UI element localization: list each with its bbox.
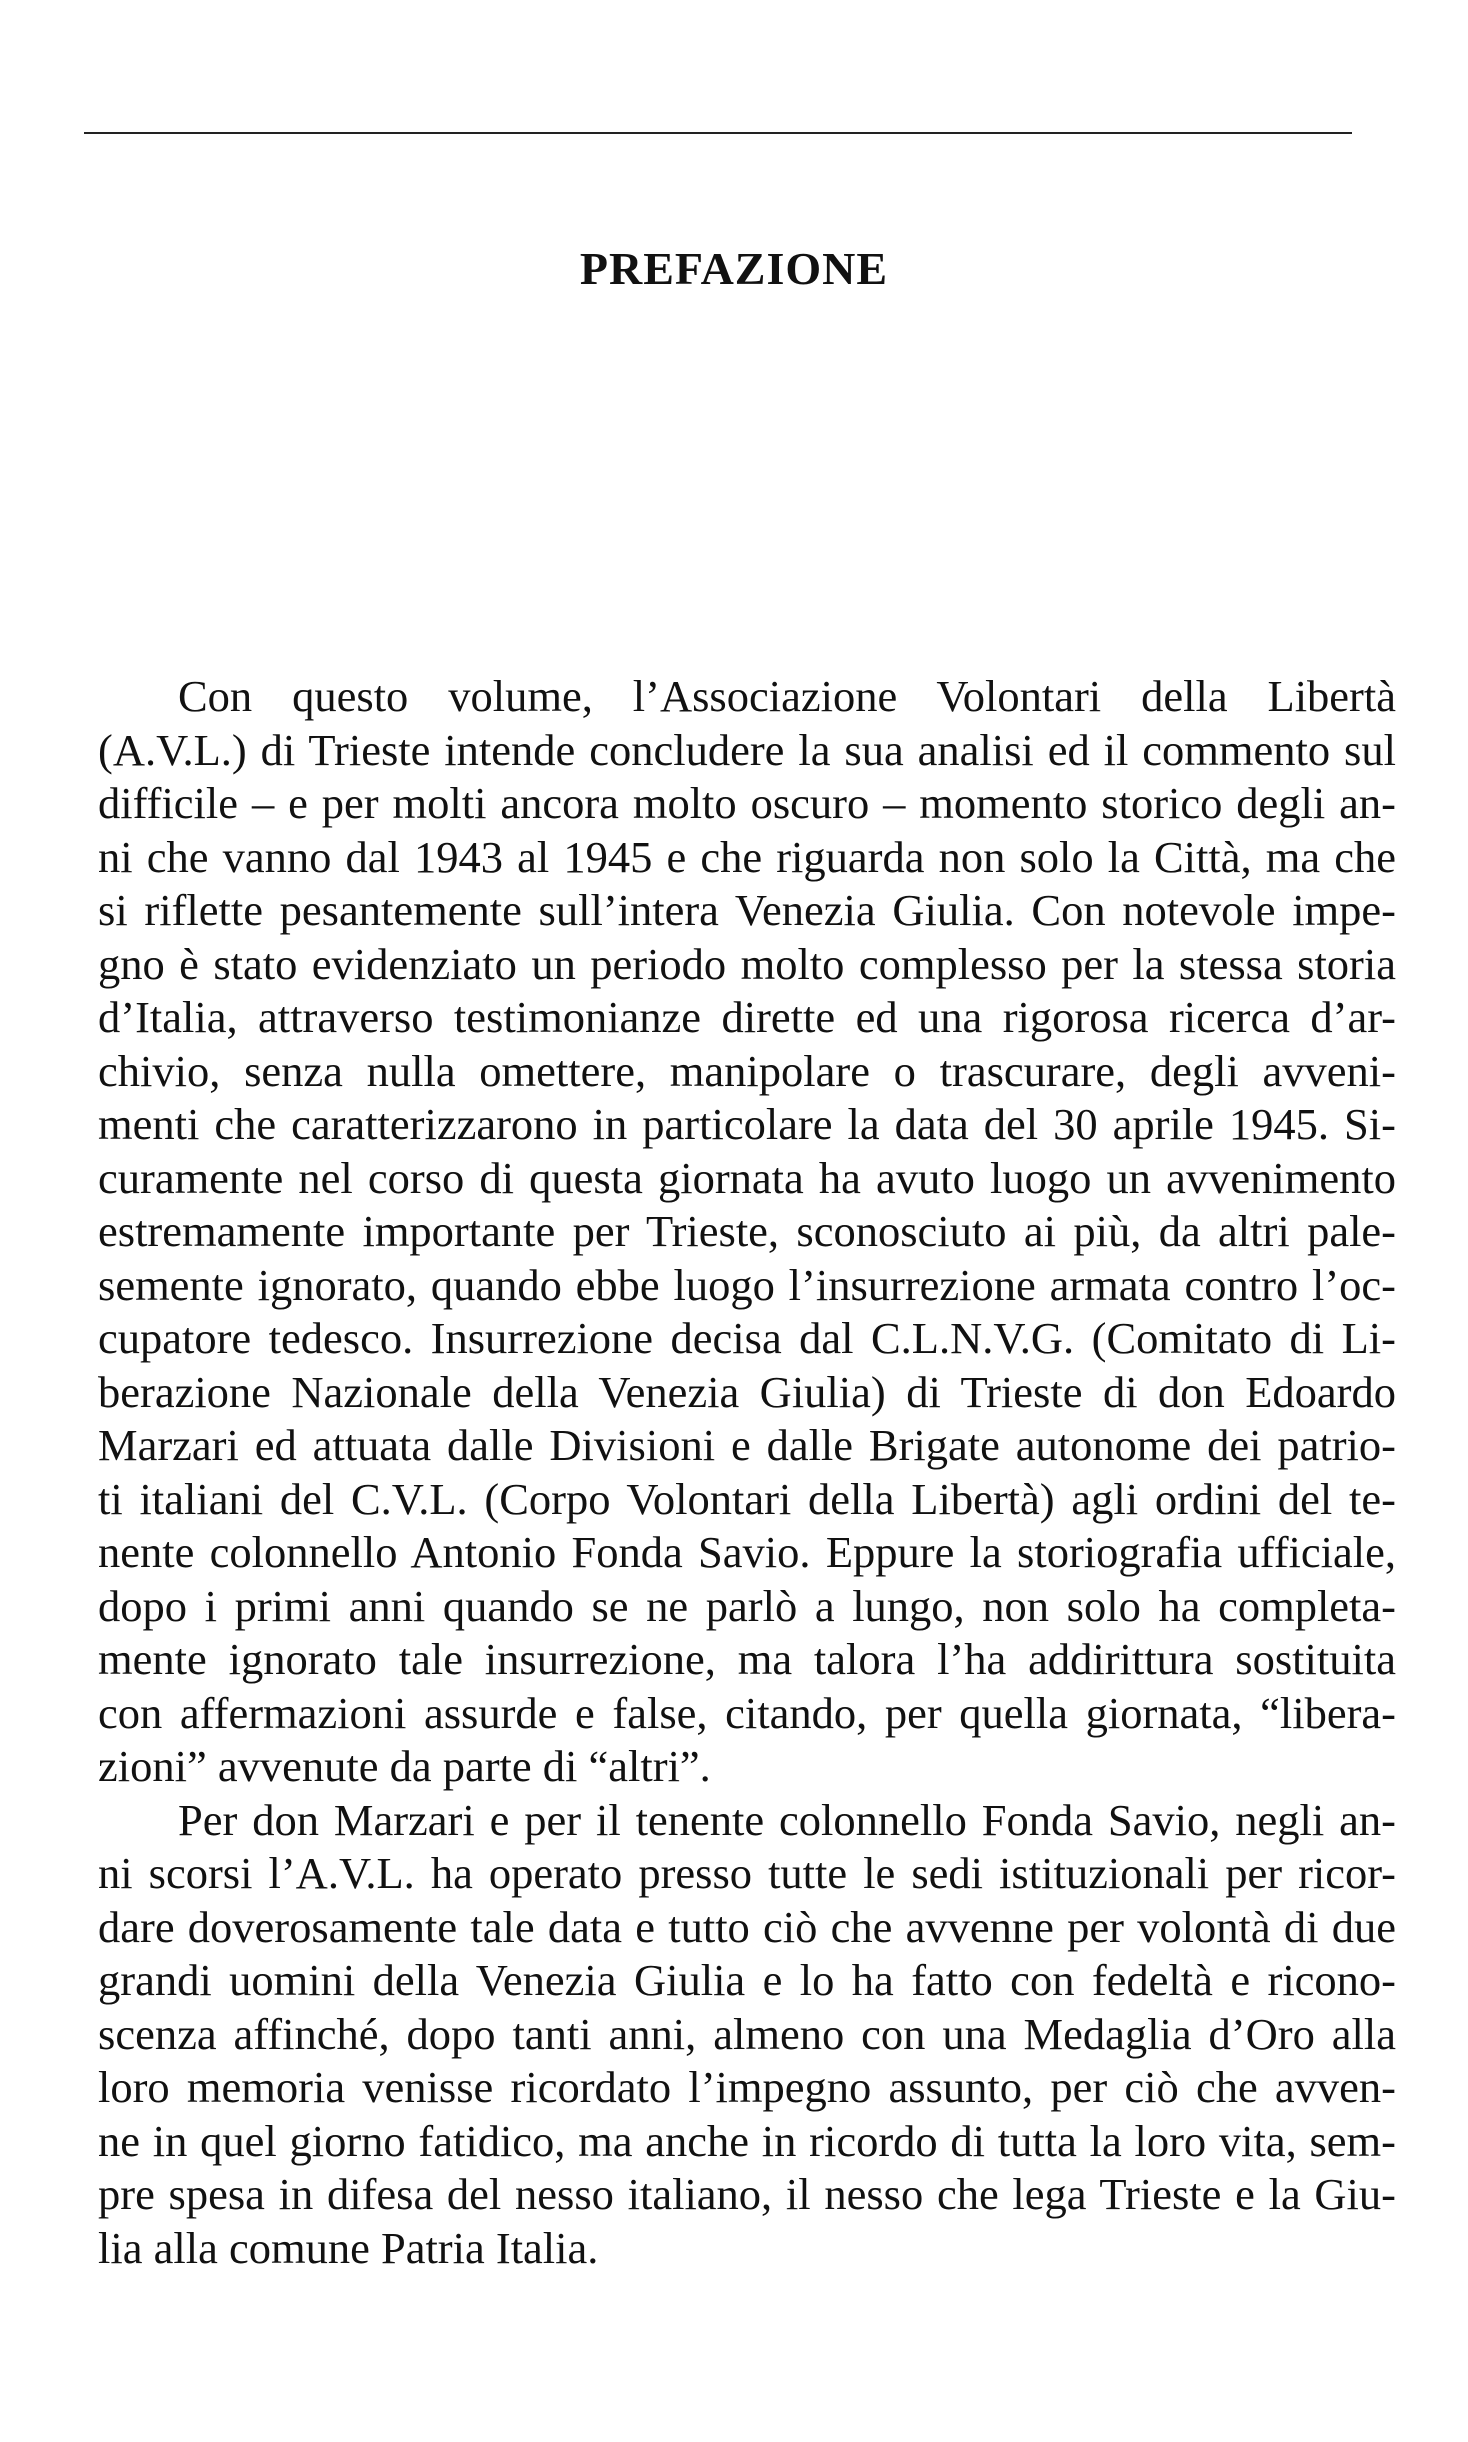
text-line: zioni” avvenute da parte di “altri”. [98, 1741, 711, 1791]
text-line: Con questo volume, l’Associazione Volontari della Libertà [178, 671, 1396, 721]
paragraph [98, 670, 1396, 1794]
text-line: Marzari ed attuata dalle Divisioni e dalle Brigate autonome dei patrio- [98, 1420, 1396, 1470]
text-line: nente colonnello Antonio Fonda Savio. Eppure la storiografia ufficiale, [98, 1527, 1396, 1577]
text-line: Per don Marzari e per il tenente colonnello Fonda Savio, negli an- [178, 1794, 1396, 1845]
text-line: chivio, senza nulla omettere, manipolare o trascurare, degli avveni- [98, 1045, 1396, 1096]
text-line: curamente nel corso di questa giornata ha avuto luogo un avvenimento [98, 1152, 1396, 1203]
text-line: lia alla comune Patria Italia. [98, 2222, 599, 2273]
preface-body [98, 670, 1396, 2275]
text-line: ni che vanno dal 1943 al 1945 e che riguarda non solo la Città, ma che [98, 831, 1396, 882]
text-line: si riflette pesantemente sull’intera Venezia Giulia. Con notevole impe- [98, 885, 1396, 935]
text-line: con affermazioni assurde e false, citando, per quella giornata, “libera- [98, 1687, 1396, 1738]
text-line: estremamente importante per Trieste, sconosciuto ai più, da altri pale- [98, 1206, 1396, 1256]
text-line: difficile – e per molti ancora molto oscuro – momento storico degli an- [98, 778, 1396, 828]
text-line: ni scorsi l’A.V.L. ha operato presso tutte le sedi istituzionali per ricor- [98, 1848, 1396, 1898]
text-line: semente ignorato, quando ebbe luogo l’insurrezione armata contro l’oc- [98, 1259, 1396, 1310]
text-line: cupatore tedesco. Insurrezione decisa dal C.L.N.V.G. (Comitato di Li- [98, 1313, 1396, 1363]
text-line: d’Italia, attraverso testimonianze dirette ed una rigorosa ricerca d’ar- [98, 992, 1396, 1042]
page-title: PREFAZIONE [579, 243, 889, 294]
text-line: dopo i primi anni quando se ne parlò a lungo, non solo ha completa- [98, 1580, 1396, 1631]
text-line: grandi uomini della Venezia Giulia e lo ha fatto con fedeltà e ricono- [98, 1955, 1396, 2005]
paragraph [98, 1794, 1396, 2276]
text-line: scenza affinché, dopo tanti anni, almeno con una Medaglia d’Oro alla [98, 2008, 1396, 2059]
text-line: pre spesa in difesa del nesso italiano, il nesso che lega Trieste e la Giu- [98, 2169, 1396, 2219]
text-line: dare doverosamente tale data e tutto ciò che avvenne per volontà di due [98, 1901, 1396, 1952]
text-line: ne in quel giorno fatidico, ma anche in ricordo di tutta la loro vita, sem- [98, 2115, 1396, 2166]
header-rule [84, 132, 1352, 134]
text-line: gno è stato evidenziato un periodo molto complesso per la stessa storia [98, 938, 1396, 989]
text-line: ti italiani del C.V.L. (Corpo Volontari della Libertà) agli ordini del te- [98, 1473, 1396, 1524]
text-line: menti che caratterizzarono in particolare la data del 30 aprile 1945. Si- [98, 1099, 1396, 1149]
text-line: (A.V.L.) di Trieste intende concludere la sua analisi ed il commento sul [98, 724, 1396, 775]
text-line: berazione Nazionale della Venezia Giulia) di Trieste di don Edoardo [98, 1366, 1396, 1417]
text-line: mente ignorato tale insurrezione, ma talora l’ha addirittura sostituita [98, 1634, 1396, 1684]
text-line: loro memoria venisse ricordato l’impegno assunto, per ciò che avven- [98, 2062, 1396, 2112]
